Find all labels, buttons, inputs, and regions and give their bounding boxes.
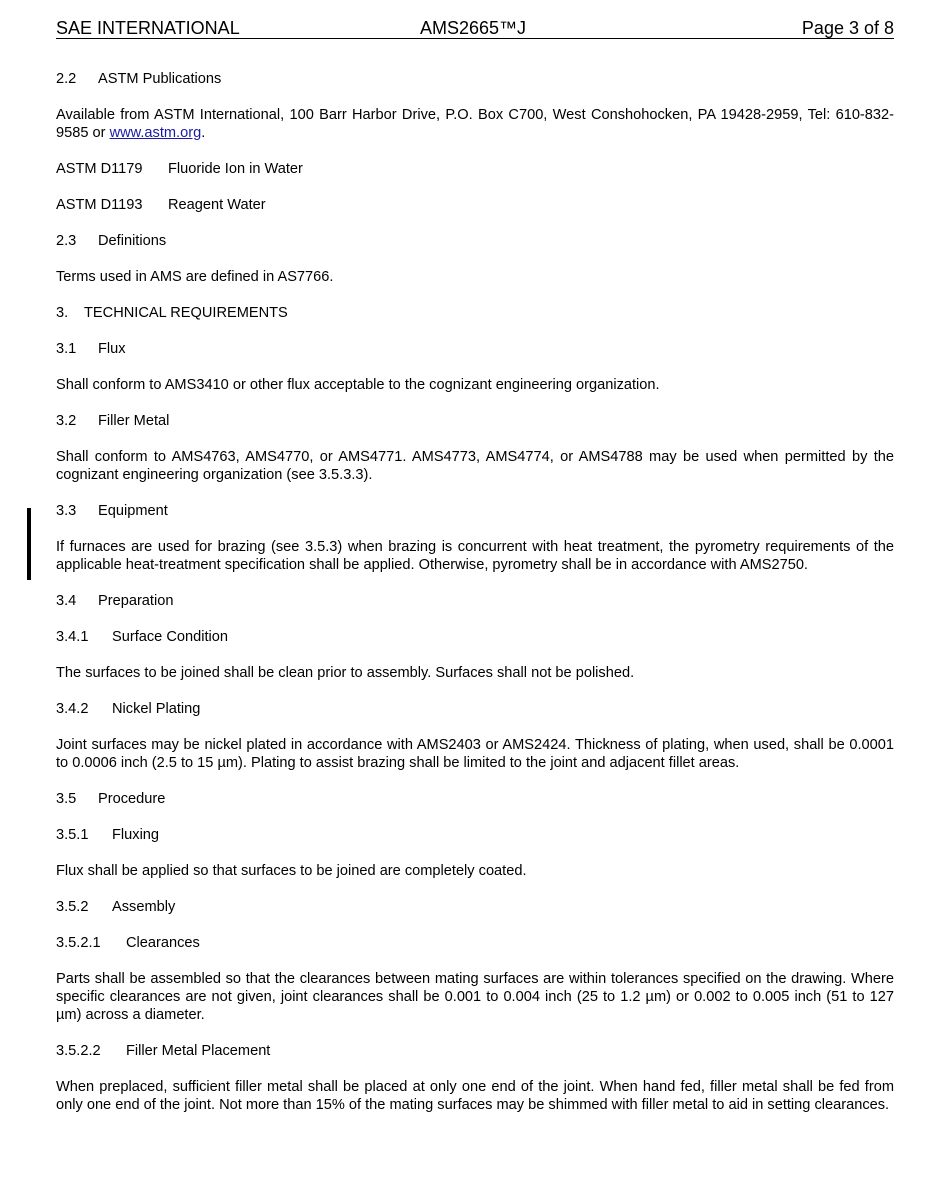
- heading-equipment: [56, 502, 894, 520]
- document-body: [56, 70, 894, 1132]
- section-number: 3.4.1: [56, 629, 89, 645]
- page-header: [56, 0, 894, 39]
- heading-surface-condition: [56, 628, 894, 646]
- section-number: 2.3: [56, 233, 77, 249]
- paragraph-filler-metal-placement: When preplaced, sufficient filler metal shall be placed at only one end of the joint. When hand fed, filler metal shall be fed from only one end of the joint. Not more than 15% of the mating surfaces may be shimmed with filler metal to aid in setting clearances.: [56, 1079, 894, 1113]
- section-title: Filler Metal Placement: [126, 1043, 271, 1059]
- heading-flux: [56, 340, 894, 358]
- heading-procedure: [56, 790, 894, 808]
- heading-technical-requirements: [56, 304, 894, 322]
- paragraph-flux: Shall conform to AMS3410 or other flux acceptable to the cognizant engineering organization.: [56, 377, 660, 393]
- section-title: Filler Metal: [98, 413, 170, 429]
- standard-title: Fluoride Ion in Water: [168, 161, 303, 177]
- paragraph-surface-condition: The surfaces to be joined shall be clean prior to assembly. Surfaces shall not be polished.: [56, 665, 635, 681]
- document-page: [56, 0, 894, 1113]
- section-number: 3.: [56, 305, 69, 321]
- paragraph-text: Available from ASTM International, 100 Barr Harbor Drive, P.O. Box C700, West Conshohocken, PA 19428-2959, Tel: 610-832-9585 or: [56, 107, 894, 141]
- section-number: 3.3: [56, 503, 77, 519]
- section-title: Flux: [98, 341, 126, 357]
- header-document-number: AMS2665™J: [420, 18, 527, 38]
- heading-nickel-plating: [56, 700, 894, 718]
- heading-preparation: [56, 592, 894, 610]
- section-title: Equipment: [98, 503, 168, 519]
- section-number: 3.5.2.1: [56, 935, 101, 951]
- revision-change-bar: [27, 508, 31, 580]
- paragraph-fluxing: Flux shall be applied so that surfaces to be joined are completely coated.: [56, 863, 527, 879]
- section-title: Procedure: [98, 791, 166, 807]
- section-number: 3.5: [56, 791, 77, 807]
- paragraph-equipment: If furnaces are used for brazing (see 3.5.3) when brazing is concurrent with heat treatment, the pyrometry requirements of the applicable heat-treatment specification shall be applied. Otherwise, pyrometry shall be in accordance with AMS2750.: [56, 539, 894, 573]
- section-number: 3.5.2.2: [56, 1043, 101, 1059]
- section-title: ASTM Publications: [98, 71, 222, 87]
- section-title: Fluxing: [112, 827, 160, 843]
- section-number: 3.4: [56, 593, 77, 609]
- section-title: Nickel Plating: [112, 701, 201, 717]
- section-number: 3.4.2: [56, 701, 89, 717]
- header-page-number: Page 3 of 8: [801, 18, 894, 38]
- header-publisher: SAE INTERNATIONAL: [56, 18, 240, 38]
- standard-title: Reagent Water: [168, 197, 266, 213]
- reference-astm-d1179: [56, 160, 894, 178]
- heading-astm-publications: [56, 70, 894, 88]
- heading-clearances: [56, 934, 894, 952]
- section-number: 3.5.1: [56, 827, 89, 843]
- paragraph-filler-metal: Shall conform to AMS4763, AMS4770, or AMS4771. AMS4773, AMS4774, or AMS4788 may be used when permitted by the cognizant engineering organization (see 3.5.3.3).: [56, 449, 894, 483]
- standard-code: ASTM D1179: [56, 161, 143, 177]
- heading-filler-metal: [56, 412, 894, 430]
- section-title: Preparation: [98, 593, 174, 609]
- heading-definitions: [56, 232, 894, 250]
- section-number: 3.1: [56, 341, 77, 357]
- standard-code: ASTM D1193: [56, 197, 143, 213]
- heading-filler-metal-placement: [56, 1042, 894, 1060]
- section-title: Definitions: [98, 233, 167, 249]
- paragraph-clearances: Parts shall be assembled so that the clearances between mating surfaces are within tolerances specified on the drawing. Where specific clearances are not given, joint clearances shall be 0.001 to 0.004 inch (25 to 1.2 µm) or 0.002 to 0.005 inch (51 to 127 µm) across a diameter.: [56, 971, 894, 1023]
- paragraph-astm-availability: [56, 106, 894, 142]
- section-number: 3.2: [56, 413, 77, 429]
- paragraph-nickel-plating: Joint surfaces may be nickel plated in accordance with AMS2403 or AMS2424. Thickness of plating, when used, shall be 0.0001 to 0.0006 inch (2.5 to 15 µm). Plating to assist brazing shall be limited to the joint and adjacent fillet areas.: [56, 737, 894, 771]
- reference-astm-d1193: [56, 196, 894, 214]
- heading-fluxing: [56, 826, 894, 844]
- section-number: 2.2: [56, 71, 77, 87]
- section-title: Clearances: [126, 935, 200, 951]
- paragraph-text-end: .: [201, 125, 206, 141]
- section-title: Surface Condition: [112, 629, 229, 645]
- section-title: Assembly: [112, 899, 176, 915]
- heading-assembly: [56, 898, 894, 916]
- astm-website-link[interactable]: www.astm.org: [109, 125, 202, 141]
- section-title: TECHNICAL REQUIREMENTS: [84, 305, 288, 321]
- paragraph-definitions: Terms used in AMS are defined in AS7766.: [56, 269, 334, 285]
- section-number: 3.5.2: [56, 899, 89, 915]
